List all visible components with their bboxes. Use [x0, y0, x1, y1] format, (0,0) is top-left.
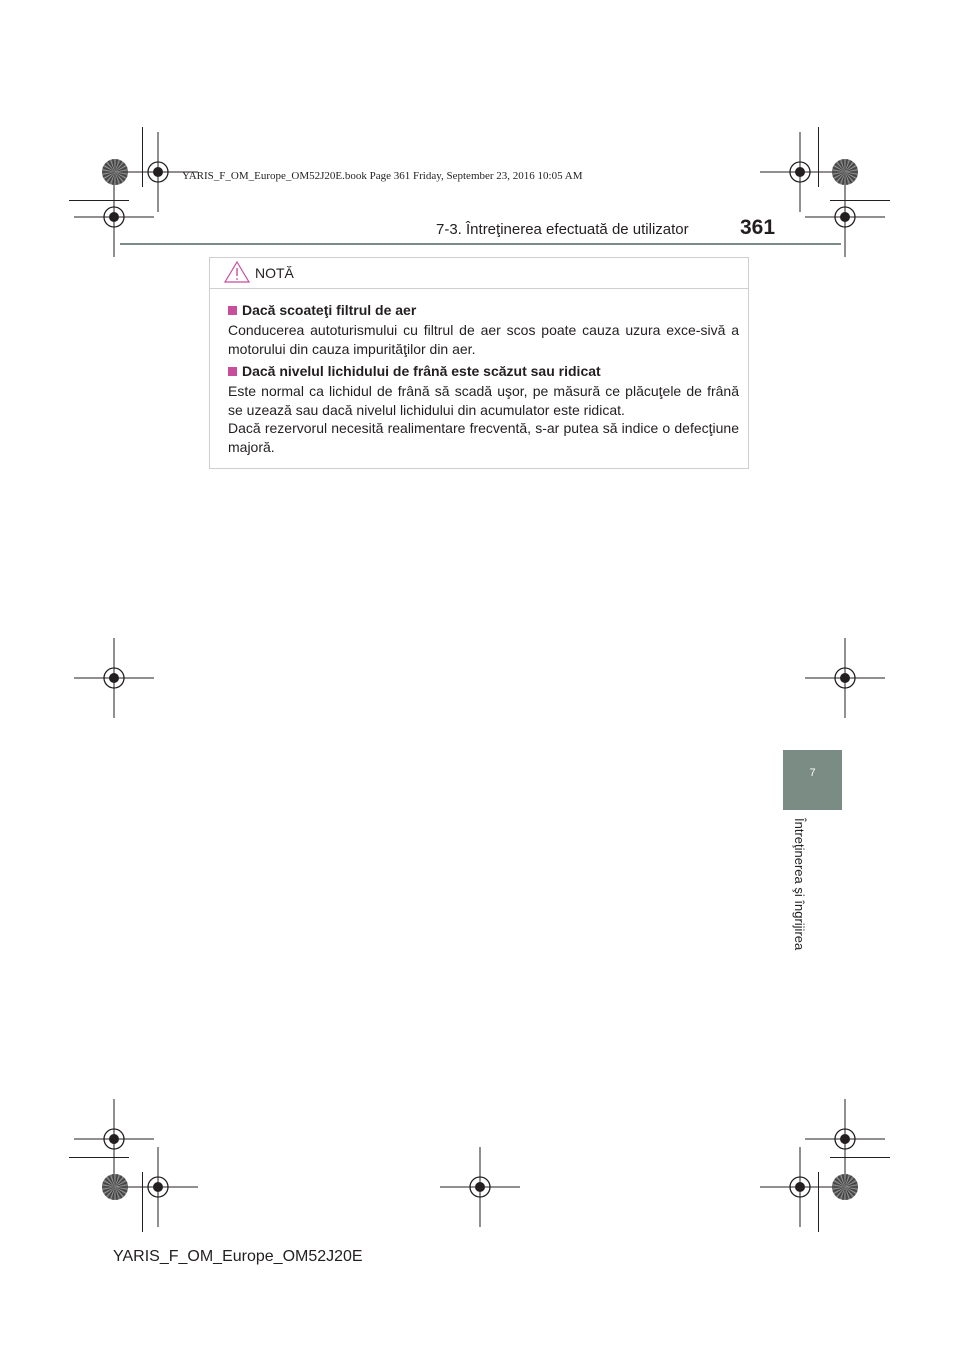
crop-line [830, 1157, 890, 1158]
note-box [209, 257, 749, 469]
chapter-label: Întreţinerea şi îngrijirea [792, 818, 807, 951]
starburst-mark-icon [830, 157, 860, 187]
note-item-title [228, 363, 601, 379]
crop-line [818, 1172, 819, 1232]
page-number: 361 [740, 216, 776, 239]
note-item-title-text: Dacă scoateţi filtrul de aer [242, 302, 417, 318]
note-item-body: Dacă rezervorul necesită realimentare frecventă, s-ar putea să indice o defecţiune majoră. [228, 420, 739, 455]
crosshair-mark-icon [440, 1147, 520, 1227]
crop-line [830, 200, 890, 201]
crosshair-mark-icon [74, 177, 154, 257]
crop-line [142, 1172, 143, 1232]
square-bullet-icon [228, 306, 237, 315]
chapter-tab [783, 750, 842, 810]
starburst-mark-icon [100, 157, 130, 187]
crop-line [69, 200, 129, 201]
footer-doc-id: YARIS_F_OM_Europe_OM52J20E [113, 1248, 363, 1265]
crosshair-mark-icon [805, 177, 885, 257]
crosshair-mark-icon [760, 1147, 840, 1227]
crop-line [818, 127, 819, 187]
starburst-mark-icon [830, 1172, 860, 1202]
note-item-body: Este normal ca lichidul de frână să scadă uşor, pe măsură ce plăcuţele de frână se uzează sau dacă nivelul lichidului din acumulator este ridicat. [228, 383, 739, 418]
crosshair-mark-icon [118, 1147, 198, 1227]
warning-triangle-icon [224, 261, 250, 283]
note-item-title [228, 302, 416, 318]
crop-line [142, 127, 143, 187]
note-item-title-text: Dacă nivelul lichidului de frână este scăzut sau ridicat [242, 363, 601, 379]
crosshair-mark-icon [74, 638, 154, 718]
header-rule [120, 243, 841, 245]
chapter-number: 7 [809, 767, 816, 779]
starburst-mark-icon [100, 1172, 130, 1202]
note-item-body: Conducerea autoturismului cu filtrul de aer scos poate cauza uzura exce-sivă a motorului din cauza impurităţilor din aer. [228, 322, 739, 357]
note-label: NOTĂ [255, 265, 294, 281]
section-title: 7-3. Întreţinerea efectuată de utilizator [436, 221, 689, 238]
print-info-line: YARIS_F_OM_Europe_OM52J20E.book Page 361 Friday, September 23, 2016 10:05 AM [182, 170, 583, 182]
crop-line [69, 1157, 129, 1158]
crosshair-mark-icon [805, 638, 885, 718]
square-bullet-icon [228, 367, 237, 376]
note-header [210, 258, 748, 289]
